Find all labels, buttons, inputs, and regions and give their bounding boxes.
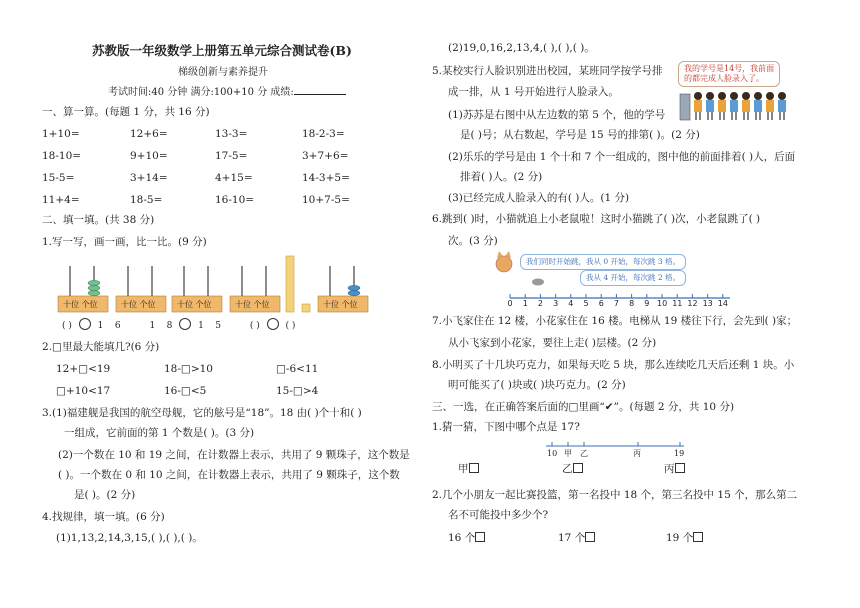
tick-label: 10 <box>657 299 668 306</box>
calc-item: 16-10= <box>215 194 255 206</box>
tick-label: 5 <box>583 299 589 306</box>
tick-label: 9 <box>644 299 650 306</box>
nl-label: 甲 <box>564 449 572 458</box>
q2-item[interactable]: 12+□<19 <box>56 363 111 375</box>
abacus-label: 十位 个位 <box>63 300 98 309</box>
q6-text: 次。(3 分) <box>448 235 498 247</box>
nl-label: 10 <box>547 449 558 458</box>
tick-label: 3 <box>553 299 559 306</box>
tick-label: 8 <box>629 299 635 306</box>
q8-text: 8.小明买了十几块巧克力，如果每天吃 5 块，那么连续吃几天后还剩 1 块。小 <box>432 359 795 371</box>
subtitle: 梯级创新与素养提升 <box>178 67 268 78</box>
q5-text: 成一排，从 1 号开始进行人脸录入。 <box>448 86 619 98</box>
calc-item: 9+10= <box>130 150 168 162</box>
q2-item[interactable]: □-6<11 <box>276 363 319 375</box>
q3-text: 3.(1)福建舰是我国的航空母舰，它的舷号是“18”。18 由( )个十和( ) <box>42 407 362 419</box>
option[interactable]: 16 个 <box>448 531 485 545</box>
q2-item[interactable]: 18-□>10 <box>164 363 213 375</box>
q5-text: 是( )号；从右数起，学号是 15 号的排第( )。(2 分) <box>460 129 700 141</box>
tick-label: 1 <box>522 299 528 306</box>
page-title: 苏教版一年级数学上册第五单元综合测试卷(B) <box>92 43 352 58</box>
mouse-icon <box>532 279 544 286</box>
checkbox[interactable] <box>693 532 703 542</box>
mouse-speech: 我从 4 开始，每次跳 2 格。 <box>580 270 686 286</box>
q4-sequence-1: (1)1,13,2,14,3,15,( ),( ),( )。 <box>56 532 203 544</box>
abacus-illustration <box>56 252 376 316</box>
tick-label: 2 <box>537 299 543 306</box>
calc-item: 15-5= <box>42 172 75 184</box>
abacus-label: 十位 个位 <box>323 300 358 309</box>
option[interactable]: 丙 <box>664 462 685 476</box>
abacus-label: 十位 个位 <box>121 300 156 309</box>
calc-item: 4+15= <box>215 172 253 184</box>
checkbox[interactable] <box>573 463 583 473</box>
calc-item: 14-3+5= <box>302 172 350 184</box>
option[interactable]: 乙 <box>562 462 583 476</box>
tick-label: 6 <box>598 299 604 306</box>
calc-item: 10+7-5= <box>302 194 350 206</box>
compare-circle[interactable] <box>267 318 279 330</box>
students-illustration <box>678 88 790 122</box>
exam-meta: 考试时间:40 分钟 满分:100+10 分 成绩: <box>108 86 346 100</box>
checkbox[interactable] <box>675 463 685 473</box>
q5-text: (2)乐乐的学号是由 1 个十和 7 个一组成的，图中他的前面排着( )人，后面 <box>448 151 796 163</box>
cat-icon <box>496 256 512 272</box>
calc-item: 18-5= <box>130 194 163 206</box>
q3-text: ( )。一个数在 0 和 10 之间，在计数器上表示，共用了 9 颗珠子，这个数 <box>58 469 400 481</box>
digit: 1 <box>149 321 156 331</box>
calc-item: 18-2-3= <box>302 128 345 140</box>
q5-text: 排着( )人。(2 分) <box>460 171 543 183</box>
choice-2-text: 2.几个小朋友一起比赛投篮，第一名投中 18 个，第三名投中 15 个，那么第二 <box>432 489 798 501</box>
tick-label: 0 <box>507 299 513 306</box>
q4-text: 4.找规律，填一填。(6 分) <box>42 511 165 523</box>
choice-2-text: 名不可能投中多少个? <box>448 509 549 521</box>
answer-blank[interactable]: ( ) <box>62 321 72 331</box>
q5-text: (3)已经完成人脸录入的有( )人。(1 分) <box>448 192 630 204</box>
q5-text: (1)苏苏是右图中从左边数的第 5 个，他的学号 <box>448 109 666 121</box>
calc-item: 3+14= <box>130 172 168 184</box>
digit: 8 <box>166 321 173 331</box>
abacus-label: 十位 个位 <box>235 300 270 309</box>
q1-text: 1.写一写，画一画，比一比。(9 分) <box>42 236 207 248</box>
q2-item[interactable]: □+10<17 <box>56 385 111 397</box>
compare-row <box>62 318 295 333</box>
answer-blank[interactable]: ( ) <box>285 321 296 331</box>
compare-circle[interactable] <box>79 318 91 330</box>
checkbox[interactable] <box>585 532 595 542</box>
answer-blank[interactable]: ( ) <box>249 321 260 331</box>
tick-label: 13 <box>702 299 713 306</box>
option[interactable]: 17 个 <box>558 531 595 545</box>
section-2-heading: 二、填一填。(共 38 分) <box>42 214 155 226</box>
tick-label: 14 <box>717 299 728 306</box>
nl-label: 丙 <box>633 449 641 458</box>
q3-text: (2)一个数在 10 和 19 之间，在计数器上表示，共用了 9 颗珠子，这个数是 <box>58 449 410 461</box>
calc-item: 13-3= <box>215 128 248 140</box>
q3-text: 一组成，它前面的第 1 个数是( )。(3 分) <box>64 427 255 439</box>
compare-circle[interactable] <box>179 318 191 330</box>
option[interactable]: 甲 <box>458 462 479 476</box>
q7-text: 7.小飞家住在 12 楼，小花家住在 16 楼。电梯从 19 楼往下行，会先到( )家； <box>432 315 798 327</box>
tick-label: 12 <box>687 299 698 306</box>
tick-label: 4 <box>568 299 574 306</box>
calc-item: 11+4= <box>42 194 80 206</box>
digit: 1 <box>97 321 104 331</box>
q2-text: 2.□里最大能填几?(6 分) <box>42 341 160 353</box>
tick-label: 7 <box>613 299 619 306</box>
abacus-label: 十位 个位 <box>177 300 212 309</box>
section-1-heading: 一、算一算。(每题 1 分，共 16 分) <box>42 106 210 118</box>
calc-item: 18-10= <box>42 150 82 162</box>
digit: 6 <box>114 321 121 331</box>
speech-bubble: 我的学号是14号，我前面 的都完成人脸录入了。 <box>678 61 780 87</box>
option[interactable]: 19 个 <box>666 531 703 545</box>
checkbox[interactable] <box>475 532 485 542</box>
q4-sequence-2: (2)19,0,16,2,13,4,( ),( ),( )。 <box>448 42 595 54</box>
tick-label: 11 <box>672 299 683 306</box>
calc-item: 12+6= <box>130 128 168 140</box>
q7-text: 从小飞家到小花家，要往上走( )层楼。(2 分) <box>448 337 657 349</box>
digit: 1 <box>198 321 204 331</box>
calc-item: 3+7+6= <box>302 150 349 162</box>
section-3-heading: 三、一选，在正确答案后面的□里画“✔”。(每题 2 分，共 10 分) <box>432 401 735 413</box>
q5-text: 5.某校实行人脸识别进出校园，某班同学按学号排 <box>432 65 663 77</box>
number-line-17 <box>540 438 690 460</box>
q8-text: 明可能买了( )块或( )块巧克力。(2 分) <box>448 379 626 391</box>
checkbox[interactable] <box>469 463 479 473</box>
nl-label: 19 <box>674 449 685 458</box>
digit: 5 <box>215 321 222 331</box>
q6-text: 6.跳到( )时，小猫就追上小老鼠啦！这时小猫跳了( )次，小老鼠跳了( ) <box>432 213 761 225</box>
q2-item[interactable]: 16-□<5 <box>164 385 207 397</box>
calc-item: 17-5= <box>215 150 248 162</box>
choice-1-text: 1.猜一猜，下图中哪个点是 17? <box>432 421 580 433</box>
calc-item: 1+10= <box>42 128 80 140</box>
cat-speech: 我们同时开始跳，我从 0 开始，每次跳 3 格。 <box>520 254 686 270</box>
q3-text: 是( )。(2 分) <box>74 489 136 501</box>
nl-label: 乙 <box>580 449 588 458</box>
q2-item[interactable]: 15-□>4 <box>276 385 319 397</box>
